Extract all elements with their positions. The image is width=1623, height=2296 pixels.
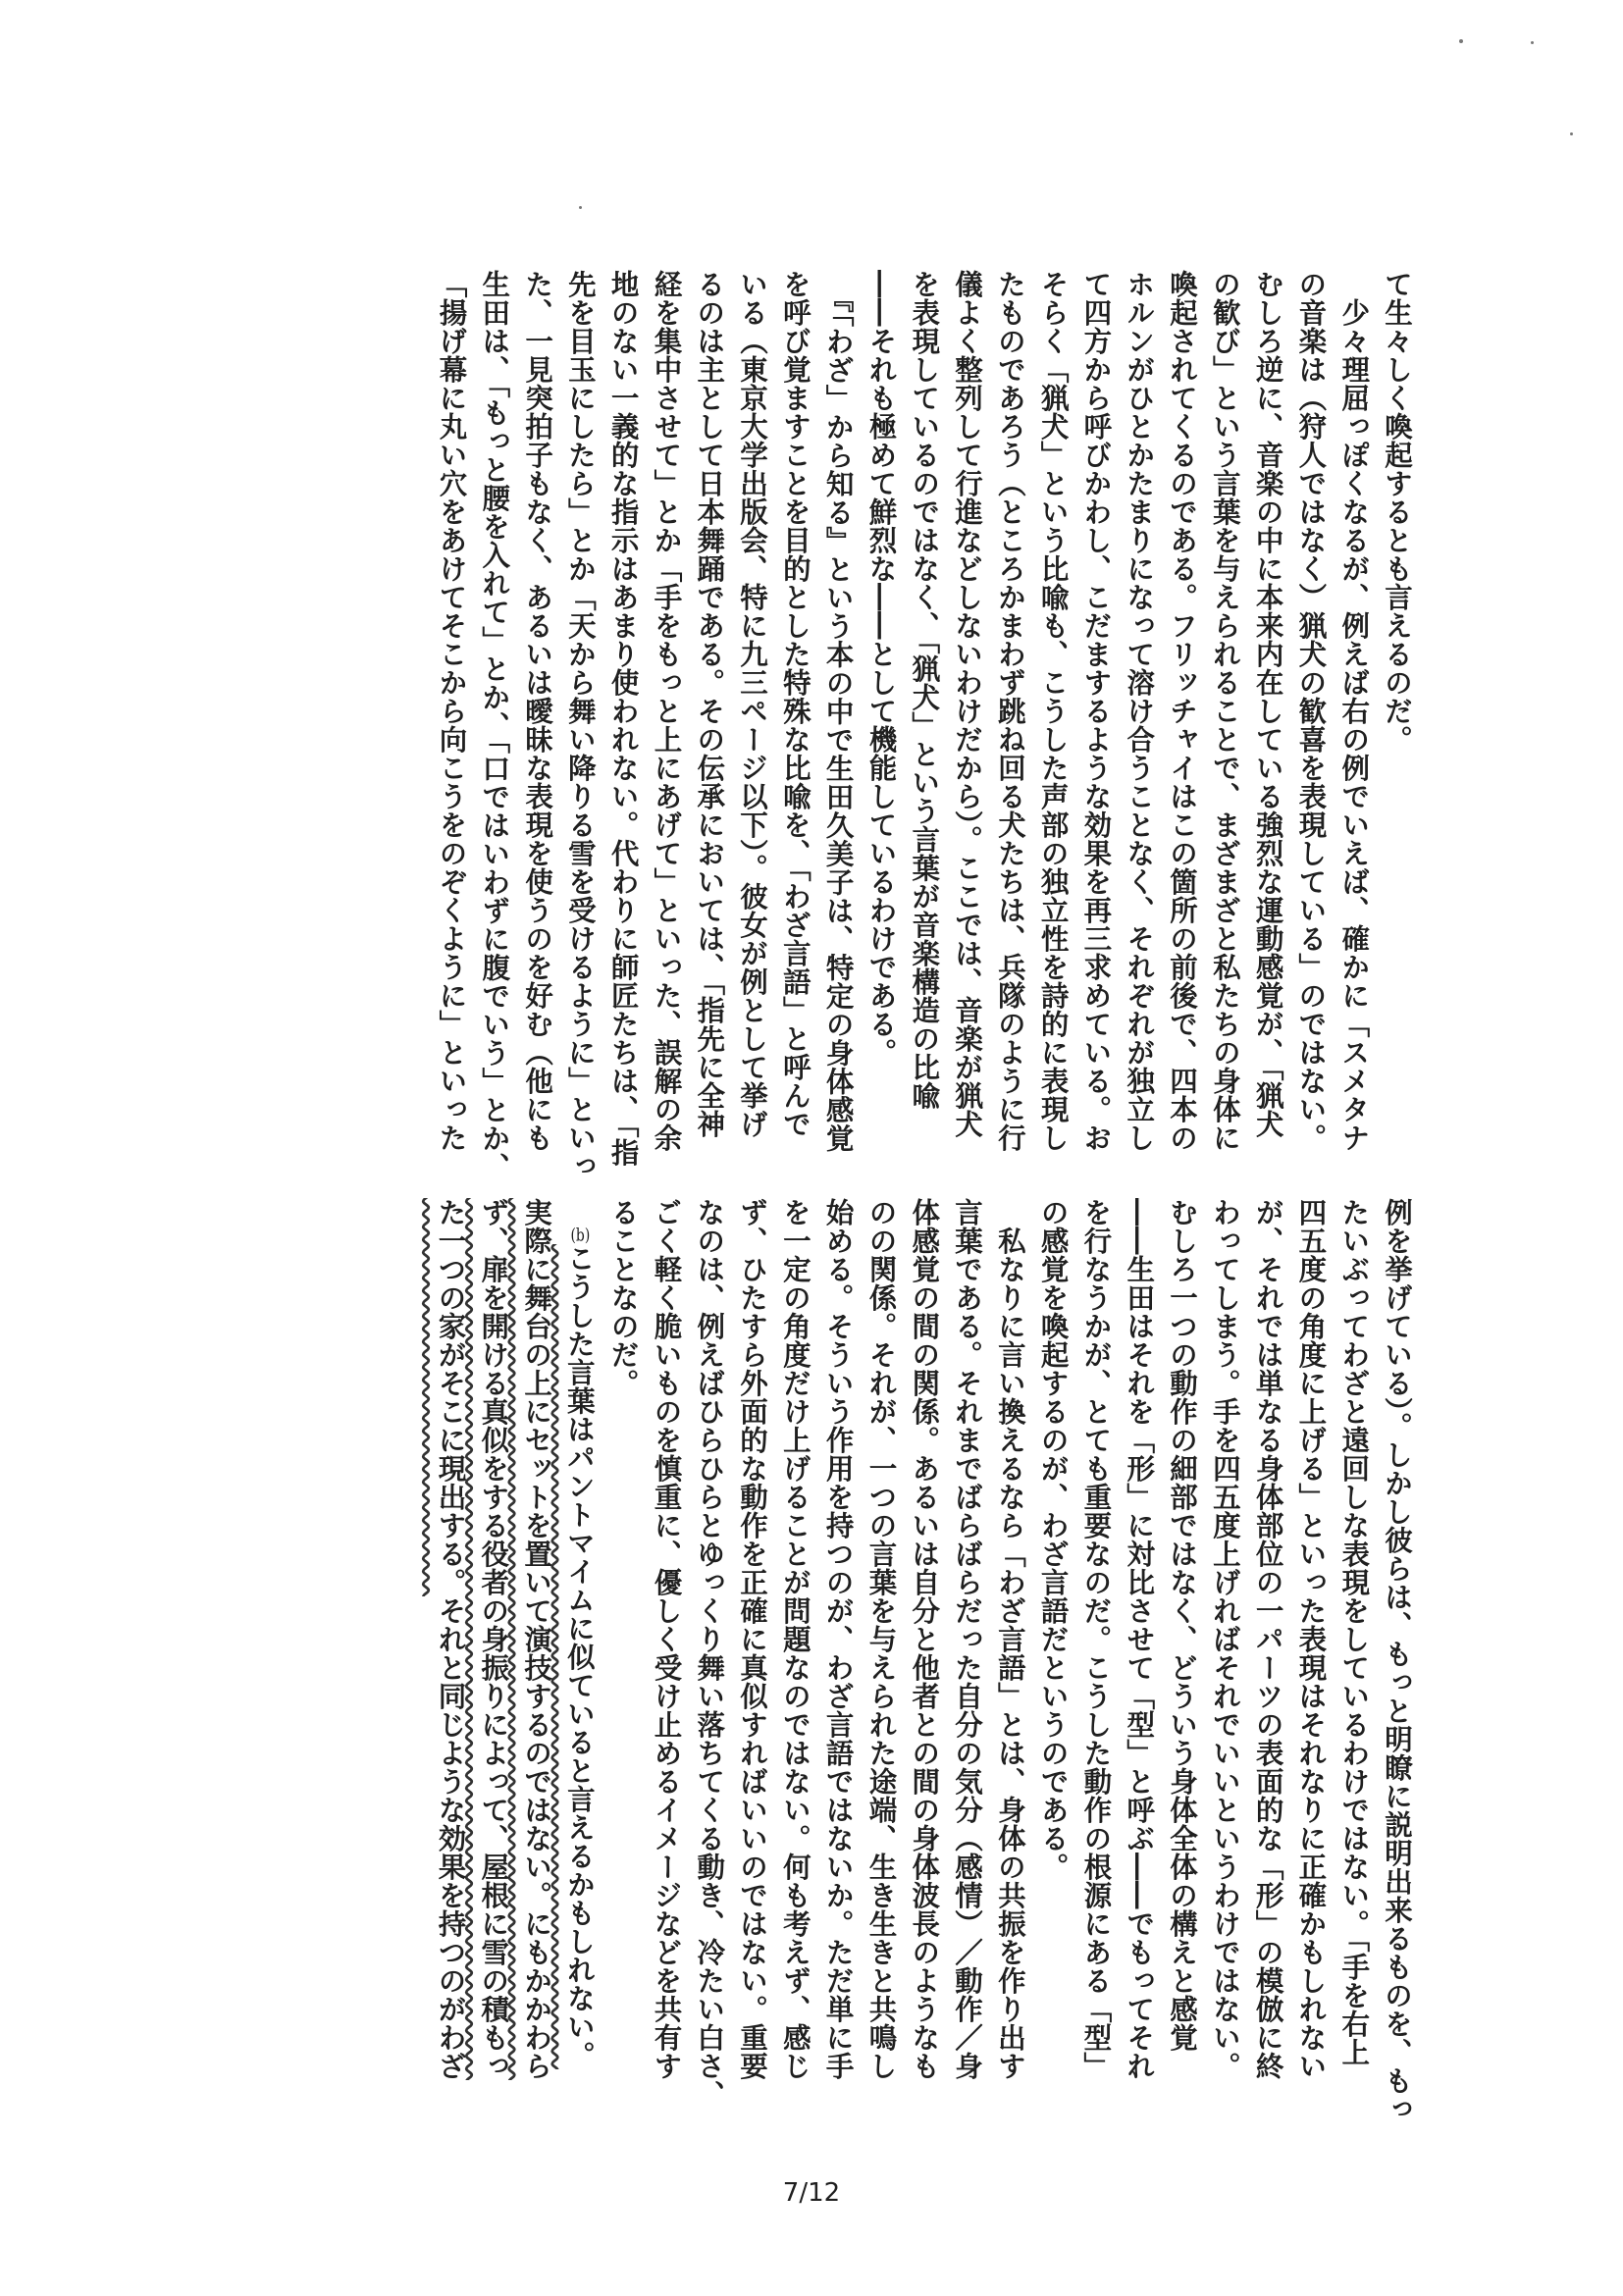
text-column: 喚起されてくるのである。フリッチャイはこの箇所の前後で、四本の [1166, 270, 1200, 1152]
text-column: を呼び覚ますことを目的とした特殊な比喩を、「わざ言語」と呼んで [778, 270, 812, 1138]
text-column: ず、ひたすら外面的な動作を正確に真似すればいいのではない。重要 [736, 1198, 770, 2080]
text-column: 体感覚の間の関係。あるいは自分と他者との間の身体波長のようなも [908, 1198, 942, 2080]
underlined-passage-column [514, 1198, 557, 2080]
text-column: 経を集中させて」とか「手をもっと上にあげて」といった、誤解の余 [650, 270, 684, 1152]
text-column: のの関係。それが、一つの言葉を与えられた途端、生き生きと共鳴し [864, 1198, 899, 2080]
text-column: の感覚を喚起するのが、わざ言語だというのである。 [1036, 1198, 1071, 1881]
text-column: 四五度の角度に上げる」といった表現はそれなりに正確かもしれない [1294, 1198, 1329, 2080]
underlined-passage-column [429, 1198, 472, 2080]
text-column: むしろ逆に、音楽の中に本来内在している強烈な運動感覚が、「猟犬 [1251, 270, 1285, 1138]
text-column: て四方から呼びかわし、こだまするような効果を再三求めている。お [1079, 270, 1114, 1152]
underlined-passage: 実際に舞台の上にセットを置いて演技するのではない。にもかかわら [520, 1198, 554, 2080]
text-column: わってしまう。手を四五度上げればそれでいいというわけではない。 [1208, 1198, 1242, 2080]
scan-speck [579, 206, 582, 209]
text-column: 先を目玉にしたら」とか「天から舞い降りる雪を受けるように」といっ [563, 270, 598, 1180]
text-column: たものであろう（ところかまわず跳ね回る犬たちは、兵隊のように行 [993, 270, 1027, 1152]
text-column: 『「わざ」から知る』という本の中で生田久美子は、特定の身体感覚 [821, 270, 856, 1153]
text-column: 始める。そういう作用を持つのが、わざ言語ではないか。ただ単に手 [821, 1198, 856, 2080]
passage-marker: (b) [570, 1226, 591, 1244]
scan-speck [1531, 41, 1534, 44]
text-column: なのは、例えばひらひらとゆっくり舞い落ちてくる動き、冷たい白さ、 [693, 1198, 727, 2109]
text-column: 少々理屈っぽくなるが、例えば右の例でいえば、確かに「スメタナ [1337, 270, 1372, 1152]
text-column: ――それも極めて鮮烈な――として機能しているわけである。 [864, 270, 899, 1067]
text-column: を一定の角度だけ上げることが問題なのではない。何も考えず、感じ [778, 1198, 812, 2080]
text-column: 儀よく整列して行進などしないわけだから）。ここでは、音楽が猟犬 [951, 270, 985, 1138]
text-column: そらく「猟犬」という比喩も、こうした声部の独立性を詩的に表現し [1036, 270, 1071, 1152]
text-column: を行なうかが、とても重要なのだ。こうした動作の根源にある「型」 [1079, 1198, 1114, 2080]
text-column: るのは主として日本舞踊である。その伝承においては、「指先に全神 [693, 270, 727, 1138]
page-number: 7/12 [782, 2178, 841, 2208]
text-column: いる（東京大学出版会、特に九三ページ以下）。彼女が例として挙げ [736, 270, 770, 1138]
underlined-passage: こうした言葉はパントマイムに似ていると言えるかもしれない。 [562, 1244, 597, 2069]
text-column: ホルンがひとかたまりになって溶け合うことなく、それぞれが独立し [1123, 270, 1157, 1152]
text-column: た、一見突拍子もなく、あるいは曖昧な表現を使うのを好む（他にも [521, 270, 555, 1152]
text-column: 例を挙げている）。しかし彼らは、もっと明瞭に説明出来るものを、もっ [1381, 1198, 1414, 2123]
text-column: て生々しく喚起するとも言えるのだ。 [1381, 270, 1414, 754]
text-column: 生田は、「もっと腰を入れて」とか、「口ではいわずに腹でいう」とか、 [478, 270, 512, 1181]
text-column: たいぶってわざと遠回しな表現をしているわけではない。「手を右上 [1337, 1198, 1372, 2066]
text-column: 私なりに言い換えるなら「わざ言語」とは、身体の共振を作り出す [993, 1198, 1027, 2080]
underlined-passage-column [557, 1198, 602, 2071]
underlined-passage-column [471, 1198, 514, 2080]
lower-text-block [201, 1198, 1418, 2123]
text-column: が、それでは単なる身体部位の一パーツの表面的な「形」の模倣に終 [1251, 1198, 1285, 2080]
text-column: を表現しているのではなく、「猟犬」という言葉が音楽構造の比喩 [908, 270, 942, 1110]
underlined-passage: ず、扉を開ける真似をする役者の身振りによって、屋根に雪の積もっ [477, 1198, 511, 2080]
upper-text-block [201, 270, 1418, 1181]
text-column: の音楽は（狩人ではなく）猟犬の歓喜を表現している」のではない。 [1294, 270, 1329, 1152]
text-column: ごく軽く脆いものを慎重に、優しく受け止めるイメージなどを共有す [650, 1198, 684, 2080]
text-column-tail: それと同じような効果を持つのがわざ [434, 1596, 468, 2080]
text-column: むしろ一つの動作の細部ではなく、どういう身体全体の構えと感覚 [1166, 1198, 1200, 2052]
text-column: 言葉である。それまでばらばらだった自分の気分（感情）／動作／身 [951, 1198, 985, 2080]
text-column: の歓び」という言葉を与えられることで、まざまざと私たちの身体に [1208, 270, 1242, 1152]
text-column: ――生田はそれを「形」に対比させて「型」と呼ぶ――でもってそれ [1123, 1198, 1157, 2080]
text-column: 地のない一義的な指示はあまり使われない。代わりに師匠たちは、「指 [606, 270, 641, 1167]
scan-speck [1570, 132, 1573, 135]
text-column: 「揚げ幕に丸い穴をあけてそこから向こうをのぞくように」といった [435, 270, 469, 1152]
text-column: ることなのだ。 [606, 1198, 641, 1397]
underlined-passage: た一つの家がそこに現出する。 [434, 1198, 468, 1596]
scan-speck [1459, 39, 1463, 43]
